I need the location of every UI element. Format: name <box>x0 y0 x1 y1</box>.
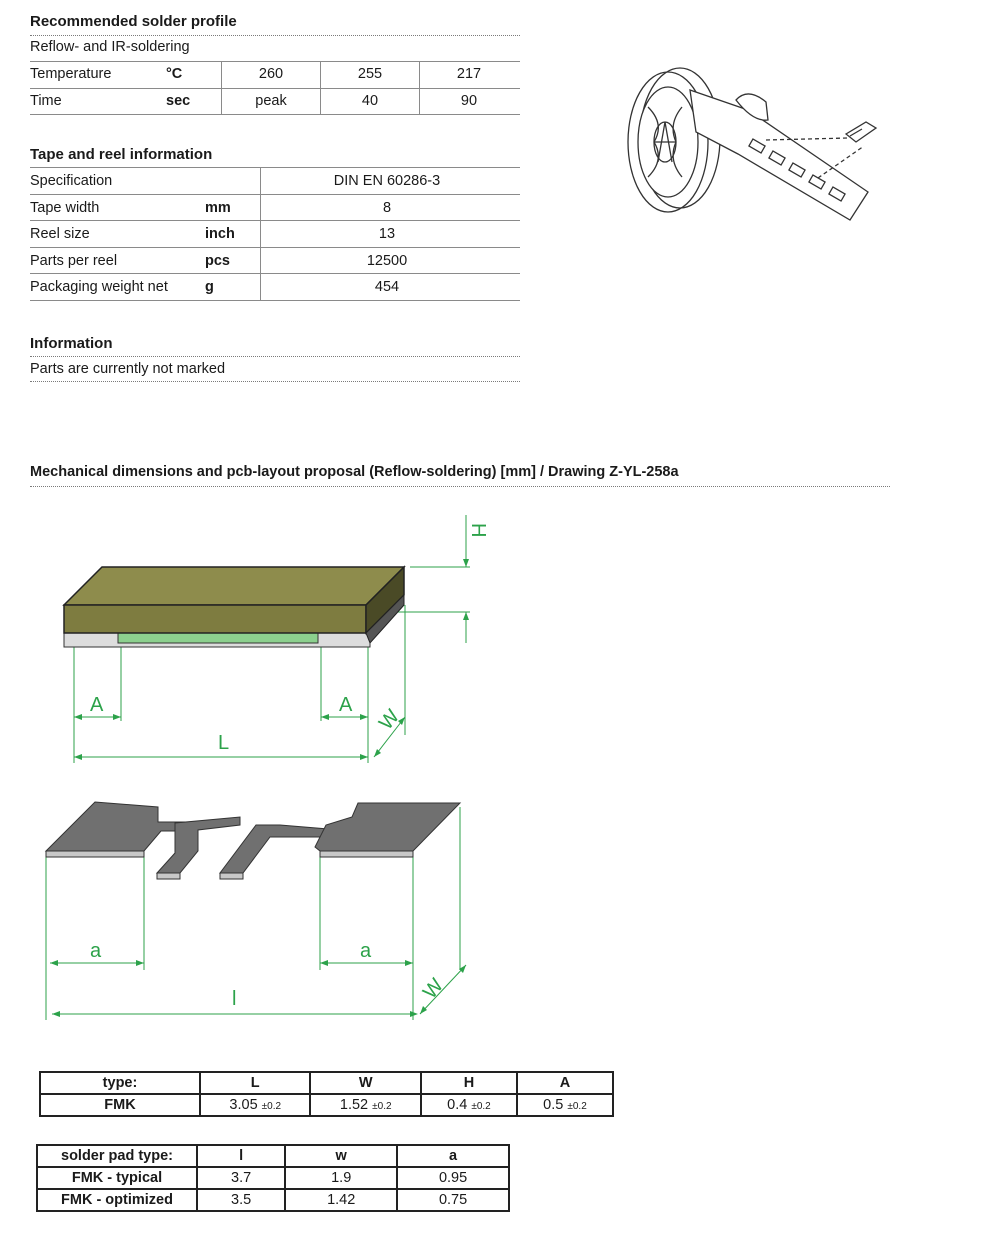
dimension-value: 0.4 <box>447 1097 468 1113</box>
row-type: FMK <box>40 1094 200 1116</box>
column-header: a <box>397 1145 509 1167</box>
column-header: W <box>310 1072 420 1094</box>
solder-profile-subtitle: Reflow- and IR-soldering <box>30 39 190 55</box>
divider <box>30 381 520 382</box>
table-cell: 1.9 <box>285 1167 397 1189</box>
dim-label-L: L <box>218 732 230 754</box>
pcb-pad-left-edge <box>46 851 144 857</box>
pcb-trace-right <box>220 825 328 873</box>
divider <box>30 167 520 168</box>
table-cell: peak <box>255 93 287 109</box>
pcb-pad-right-edge <box>320 851 413 857</box>
column-header: A <box>517 1072 613 1094</box>
table-cell: 40 <box>361 93 379 109</box>
row-unit: inch <box>205 226 235 242</box>
row-unit: pcs <box>205 253 230 269</box>
table-cell: 260 <box>258 66 284 82</box>
dim-label-A2: A <box>339 694 353 716</box>
table-cell: 217 <box>456 66 482 82</box>
information-title: Information <box>30 335 113 352</box>
table-cell: 90 <box>460 93 478 109</box>
table-cell: 13 <box>378 226 396 242</box>
tolerance: ±0.2 <box>372 1101 392 1112</box>
table-cell: 12500 <box>366 253 408 269</box>
divider <box>221 62 222 114</box>
tolerance: ±0.2 <box>471 1101 491 1112</box>
pcb-pad-drawing <box>40 795 480 1025</box>
row-label: Reel size <box>30 226 90 242</box>
divider <box>30 114 520 115</box>
dimension-value: 0.5 <box>543 1097 564 1113</box>
row-type: FMK - typical <box>37 1167 197 1189</box>
table-cell: 8 <box>382 200 392 216</box>
pcb-trace-edge <box>157 873 180 879</box>
tolerance: ±0.2 <box>261 1101 282 1112</box>
divider <box>30 247 520 248</box>
table-cell: 0.95 <box>397 1167 509 1189</box>
dim-label-A1: A <box>90 694 104 716</box>
pad-label-l: l <box>232 988 237 1010</box>
divider <box>419 62 420 114</box>
row-unit: g <box>205 279 214 295</box>
row-unit: sec <box>166 93 191 109</box>
component-drawing <box>40 505 510 780</box>
row-label: Parts per reel <box>30 253 118 269</box>
column-header: type: <box>40 1072 200 1094</box>
divider <box>30 273 520 274</box>
table-header-row <box>40 1072 613 1094</box>
table-cell: 1.42 <box>285 1189 397 1211</box>
column-header: w <box>285 1145 397 1167</box>
pad-label-a1: a <box>90 940 102 962</box>
table-row <box>37 1189 509 1211</box>
table-cell: 3.5 <box>197 1189 285 1211</box>
dim-label-W: W <box>374 705 404 735</box>
column-header: H <box>421 1072 517 1094</box>
component-green-layer <box>118 633 318 643</box>
divider <box>260 168 261 300</box>
table-cell: 255 <box>357 66 383 82</box>
table-cell <box>517 1094 613 1116</box>
tape-reel-illustration <box>618 62 888 232</box>
divider <box>30 61 520 62</box>
table-cell: DIN EN 60286-3 <box>333 173 441 189</box>
divider <box>30 356 520 357</box>
row-type: FMK - optimized <box>37 1189 197 1211</box>
table-cell: 454 <box>374 279 400 295</box>
pcb-pad-left <box>46 802 185 851</box>
solder-pad-table <box>36 1144 510 1212</box>
column-header: L <box>200 1072 310 1094</box>
table-row <box>40 1094 613 1116</box>
component-top <box>64 567 404 605</box>
row-label: Packaging weight net <box>30 279 168 295</box>
row-label: Temperature <box>30 66 112 82</box>
dimension-value: 1.52 <box>339 1097 369 1113</box>
row-unit: °C <box>166 66 183 82</box>
row-label: Time <box>30 93 62 109</box>
dimension-value: 3.05 <box>229 1097 258 1113</box>
pad-label-a2: a <box>360 940 372 962</box>
tolerance: ±0.2 <box>567 1101 587 1112</box>
dimension-table <box>39 1071 614 1117</box>
solder-profile-title: Recommended solder profile <box>30 13 237 30</box>
information-text: Parts are currently not marked <box>30 361 226 377</box>
row-label: Specification <box>30 173 113 189</box>
table-cell: 3.7 <box>197 1167 285 1189</box>
column-header: solder pad type: <box>37 1145 197 1167</box>
divider <box>30 88 520 89</box>
divider <box>30 194 520 195</box>
table-header-row <box>37 1145 509 1167</box>
divider <box>320 62 321 114</box>
dim-label-H: H <box>467 523 489 538</box>
component-front <box>64 605 366 633</box>
pad-label-w: W <box>418 974 448 1004</box>
table-cell <box>421 1094 517 1116</box>
row-label: Tape width <box>30 200 100 216</box>
mechanical-title: Mechanical dimensions and pcb-layout proposal (Reflow-soldering) [mm] / Drawing Z-YL-258a <box>30 464 679 480</box>
row-unit: mm <box>205 200 231 216</box>
pcb-pad-right <box>315 803 460 851</box>
tape-reel-title: Tape and reel information <box>30 146 213 163</box>
divider <box>30 486 890 487</box>
table-row <box>37 1167 509 1189</box>
table-cell: 0.75 <box>397 1189 509 1211</box>
column-header: l <box>197 1145 285 1167</box>
divider <box>30 35 520 36</box>
divider <box>30 220 520 221</box>
table-cell <box>200 1094 310 1116</box>
divider <box>30 300 520 301</box>
table-cell <box>310 1094 420 1116</box>
pcb-trace-edge <box>220 873 243 879</box>
